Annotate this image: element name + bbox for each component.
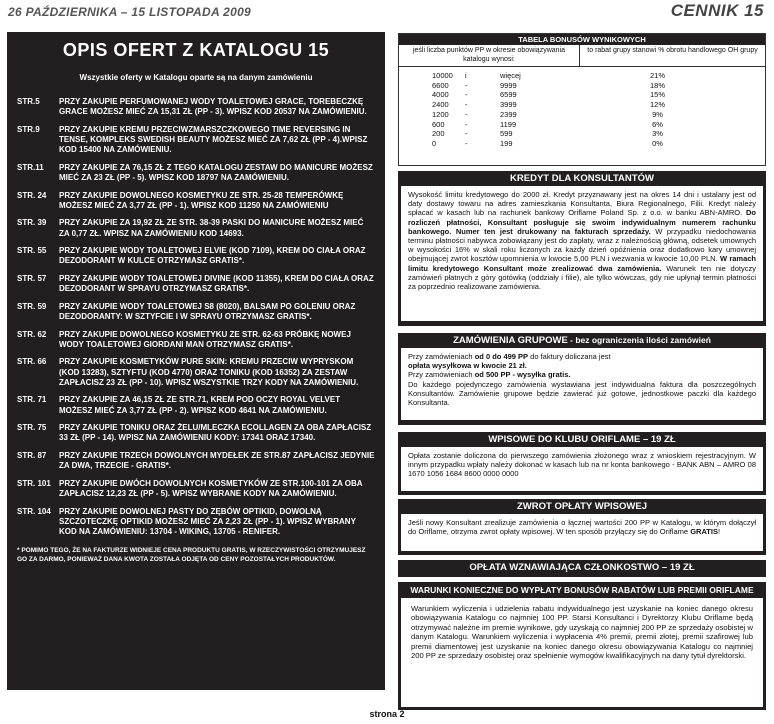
bonus-cell-pct: 21% bbox=[649, 71, 665, 80]
group-orders-title bbox=[398, 333, 766, 348]
offer-item bbox=[17, 423, 375, 443]
bonus-conditions-text: Warunkiem wyliczenia i udzielenia rabatu indywidualnego jest uzyskanie na koniec danego okresu obowiązywania Katalogu co najmniej 100 PP. Starsi Konsultanci i Dyrektorzy Klubu Oriflame będą otrzymywać należne im premie wynikowe, gdy uzyskają co najmniej 200 PP ze sprzedaży osobistej w danym Katalogu. Warunkiem wyliczenia i wypłacenia 4% premii, premii złotej, premii szafirowej lub premii diamentowej jest uzyskanie na koniec danego okresu obowiązywania Katalogu co najmniej 200 PP ze sprzedaży osobistej oraz spełnienie wymogów kwalifikacyjnych na dany tytuł dyrektorski. bbox=[401, 598, 763, 707]
bonus-cell-sep: - bbox=[465, 129, 468, 139]
offers-footnote: * POMIMO TEGO, ŻE NA FAKTURZE WIDNIEJE CENA PRODUKTU GRATIS, W RZECZYWISTOŚCI OTRZYMUJESZ GO ZA DARMO, PONIEWAŻ DANA KWOTA ZOSTAŁA ODJĘTA OD CENY POZOSTAŁYCH PRODUKTÓW. bbox=[17, 547, 366, 563]
bonus-row bbox=[399, 129, 765, 139]
offer-page: STR.11 bbox=[17, 162, 44, 172]
renewal-fee-section bbox=[398, 560, 766, 577]
bonus-cell-to: 2399 bbox=[500, 109, 517, 119]
bonus-cell-pct: 12% bbox=[649, 100, 665, 110]
offer-page: STR. 66 bbox=[17, 357, 47, 367]
offer-item bbox=[17, 395, 375, 415]
bonus-cell-from: 4000 bbox=[432, 90, 449, 100]
offer-text: PRZY ZAKUPIE ZA 46,15 ZŁ ZE STR.71, KREM POD OCZY ROYAL VELVET MOŻESZ MIEĆ ZA 3,77 ZŁ (PP - 2). WPISZ KOD 4641 NA ZAMÓWIENIU. bbox=[59, 395, 341, 415]
offer-page: STR. 101 bbox=[17, 478, 51, 488]
offer-text: PRZY ZAKUPIE DOWOLNEGO KOSMETYKU ZE STR. 62-63 PRÓBKĘ NOWEJ WODY TOALETOWEJ GIORDANI MAN OTRZYMASZ GRATIS*. bbox=[59, 329, 351, 349]
bonus-cell-to: 199 bbox=[500, 138, 513, 148]
bonus-cell-sep: - bbox=[465, 119, 468, 129]
offer-item bbox=[17, 302, 375, 322]
go-line1a: Przy zamówieniach bbox=[408, 352, 475, 361]
go-line3b: od 500 PP - wysyłka gratis. bbox=[474, 370, 571, 380]
bonus-cell-from: 10000 bbox=[432, 71, 453, 80]
bonus-cell-from: 6600 bbox=[432, 80, 449, 90]
offers-title: OPIS OFERT Z KATALOGU 15 bbox=[62, 40, 330, 60]
go-line1b: od 0 do 499 PP bbox=[474, 352, 529, 361]
bonus-cell-sep: - bbox=[465, 109, 468, 119]
offer-item bbox=[17, 507, 375, 538]
bonus-row bbox=[399, 139, 765, 149]
bonus-row bbox=[399, 100, 765, 110]
bonus-cell-sep: - bbox=[465, 100, 468, 110]
credit-text-1: Wysokość limitu kredytowego do 2000 zł. Kredyt przyznawany jest na okres 14 dni i ustalany jest od daty dostawy towaru na adres zamieszkania Konsultanta, Biura Regionalnego, Filii. Kredyt należy spłacać w kasach lub na rachunek bankowy Oriflame Poland Sp. z o.o. w banku ABN-AMRO. bbox=[408, 190, 756, 218]
offer-item bbox=[17, 97, 375, 117]
bonus-row bbox=[399, 71, 765, 81]
bonus-row bbox=[399, 120, 765, 130]
offers-list bbox=[17, 97, 375, 537]
entry-fee-text: Opłata zostanie doliczona do pierwszego zamówienia złożonego wraz z wnioskiem rejestracyjnym. W innym przypadku wpłaty należy dokonać w kasach lub na nr konta bankowego - BANK ABN – AMRO 08 1670 1056 1684 8600 0000 0000 bbox=[401, 447, 763, 491]
offer-page: STR.9 bbox=[17, 124, 40, 134]
offer-item bbox=[17, 163, 375, 183]
offer-page: STR. 24 bbox=[17, 190, 47, 200]
offer-text: PRZY ZAKUPIE WODY TOALETOWEJ S8 (8020), BALSAM PO GOLENIU ORAZ DEZODORANTY: W SZTYFCIE I W SPRAYU OTRZYMASZ GRATIS*. bbox=[59, 301, 356, 321]
offer-text: PRZY ZAKUPIE WODY TOALETOWEJ ELVIE (KOD 7109), KREM DO CIAŁA ORAZ DEZODORANT W KULCE OTRZYMASZ GRATIS*. bbox=[59, 246, 366, 266]
offer-page: STR. 55 bbox=[17, 246, 47, 256]
bonus-conditions-section bbox=[398, 582, 766, 710]
bonus-cell-from: 200 bbox=[432, 129, 445, 139]
offer-page: STR. 62 bbox=[17, 329, 47, 339]
offers-subtitle: Wszystkie oferty w Katalogu oparte są na danym zamówieniu bbox=[79, 73, 313, 82]
bonus-cell-sep: - bbox=[465, 138, 468, 148]
offer-page: STR. 71 bbox=[17, 395, 47, 405]
credit-text-3: Warunek ten nie dotyczy zamówień płatnych z góry gotówką (oddziały i filie), ale tylko wówczas, gdy nie upłynął termin płatności za poprzednio realizowane zamówienia. bbox=[408, 263, 756, 292]
offer-item bbox=[17, 218, 375, 238]
bonus-cell-to: 599 bbox=[500, 129, 513, 139]
bonus-col-rebate: to rabat grupy stanowi % obrotu handlowego OH grupy bbox=[587, 47, 758, 54]
renewal-fee-title: OPŁATA WZNAWIAJĄCA CZŁONKOSTWO – 19 ZŁ bbox=[398, 560, 766, 575]
bonus-cell-to: 9999 bbox=[500, 80, 517, 90]
offer-text: PRZY ZAKUPIE KREMU PRZECIWZMARSZCZKOWEGO TIME REVERSING IN TENSE, KOMPLEKS SWEDISH BEAUTY MOŻESZ MIEĆ ZA 7,62 ZŁ (PP - 4).WPISZ KOD 15400 NA ZAMÓWIENIU. bbox=[59, 124, 368, 155]
offer-item bbox=[17, 191, 375, 211]
offer-page: STR.5 bbox=[17, 97, 40, 106]
offer-item bbox=[17, 125, 375, 156]
bonus-cell-pct: 0% bbox=[652, 138, 663, 148]
group-orders-section bbox=[398, 333, 766, 425]
credit-text-2-bold: W ramach limitu kredytowego Konsultant może zrealizować dwa zamówienia. bbox=[408, 254, 756, 273]
offer-item bbox=[17, 330, 375, 350]
bonus-cell-from: 0 bbox=[432, 138, 437, 148]
bonus-cell-to: 3999 bbox=[500, 100, 517, 110]
offer-text: PRZY ZAKUPIE ZA 19,92 ZŁ ZE STR. 38-39 PASKI DO MANICURE MOŻESZ MIEĆ ZA 0,77 ZŁ. WPISZ NA ZAMÓWIENIU KOD 14693. bbox=[59, 218, 364, 238]
go-line3a: Przy zamówieniach bbox=[408, 370, 475, 380]
bonus-cell-pct: 3% bbox=[652, 129, 663, 139]
bonus-cell-to: 1199 bbox=[500, 119, 517, 129]
group-orders-text bbox=[401, 348, 763, 420]
offer-item bbox=[17, 357, 375, 388]
credit-text-1-bold: Do rozliczeń płatności, Konsultant posługuje się swoim indywidualnym numerem rachunku bankowego. Numer ten jest drukowany na fakturach sprzedaży. bbox=[408, 208, 757, 236]
fee-refund-title: ZWROT OPŁATY WPISOWEJ bbox=[398, 499, 766, 514]
bonus-table-title: TABELA BONUSÓW WYNIKOWYCH bbox=[399, 34, 765, 45]
bonus-cell-sep: - bbox=[465, 90, 468, 100]
credit-section bbox=[398, 171, 766, 326]
fee-refund-section bbox=[398, 499, 766, 555]
offer-page: STR. 57 bbox=[17, 273, 47, 283]
offer-item bbox=[17, 246, 375, 266]
bonus-conditions-title: WARUNKI KONIECZNE DO WYPŁATY BONUSÓW RABATÓW LUB PREMII ORIFLAME bbox=[398, 582, 766, 598]
offers-panel bbox=[7, 32, 385, 690]
offer-item bbox=[17, 479, 375, 499]
offer-item bbox=[17, 451, 375, 471]
bonus-cell-from: 600 bbox=[432, 119, 445, 129]
bonus-row bbox=[399, 81, 765, 91]
bonus-cell-sep: i bbox=[465, 71, 467, 80]
date-range: 26 PAŹDZIERNIKA – 15 LISTOPADA 2009 bbox=[8, 5, 252, 19]
entry-fee-title: WPISOWE DO KLUBU ORIFLAME – 19 ZŁ bbox=[398, 432, 766, 447]
offer-text: PRZY ZAKUPIE WODY TOALETOWEJ DIVINE (KOD 11355), KREM DO CIAŁA ORAZ DEZODORANT W SPRAYU OTRZYMASZ GRATIS*. bbox=[59, 273, 374, 294]
offer-text: PRZY ZAKUPIE TRZECH DOWOLNYCH MYDEŁEK ZE STR.87 ZAPŁACISZ JEDYNIE ZA DWA, TRZECIE - GRATIS*. bbox=[59, 450, 375, 471]
offer-text: PRZY ZAKUPIE DWÓCH DOWOLNYCH KOSMETYKÓW ZE STR.100-101 ZA OBA ZAPŁACISZ 12,23 ZŁ (PP - 5). WPISZ WYBRANE KODY NA ZAMÓWIENIU. bbox=[59, 478, 363, 498]
bonus-cell-from: 1200 bbox=[432, 109, 449, 119]
bonus-cell-to: więcej bbox=[500, 71, 521, 80]
offer-item bbox=[17, 274, 375, 294]
bonus-cell-pct: 9% bbox=[652, 109, 663, 119]
fee-refund-text-main: Jeśli nowy Konsultant zrealizuje zamówienia o łącznej wartości 200 PP w Katalogu, w którym dołączył do Oriflame, otrzyma zwrot opłaty wpisowej. W ten sposób przyłączy się do Oriflame bbox=[408, 518, 756, 537]
offer-page: STR. 87 bbox=[17, 450, 47, 460]
offer-text: PRZY ZAKUPIE DOWOLNEJ PASTY DO ZĘBÓW OPTIKID, DOWOLNĄ SZCZOTECZKĘ OPTIKID MOŻESZ MIEĆ ZA 2,23 ZŁ (PP - 1). WPISZ WYBRANY KOD NA ZAMÓWIENIU: 13704 - WIKING, 13705 - RENIFER. bbox=[59, 506, 356, 536]
offer-text: PRZY ZAKUPIE PERFUMOWANEJ WODY TOALETOWEJ GRACE, TOREBECZKĘ GRACE MOŻESZ MIEĆ ZA 15,31 ZŁ (PP - 3). WPISZ KOD 20537 NA ZAMÓWIENIU. bbox=[59, 97, 367, 117]
bonus-cell-from: 2400 bbox=[432, 100, 449, 110]
bonus-row bbox=[399, 90, 765, 100]
offer-page: STR. 39 bbox=[17, 218, 47, 228]
bonus-table bbox=[398, 33, 766, 166]
credit-text-2: W przypadku niedochowania terminu płatności nabywca zobowiązany jest do zapłaty, wraz z należnością główną, odsetek umownych w wysokości 16% w skali roku liczonych za każdy dzień opóźnienia oraz dodatkowo kary umownej obejmującej zwrot kosztów upomnienia w kwocie 5,00 PLN i wezwania w kwocie 10,00 PLN. bbox=[408, 226, 756, 264]
go-line1c: do faktury doliczana jest bbox=[528, 352, 611, 361]
offer-text: PRZY ZAKUPIE KOSMETYKÓW PURE SKIN: KREMU PRZECIW WYPRYSKOM (KOD 13283), SZTYFTU (KOD 4770) ORAZ TONIKU (KOD 16352) ZA ZESTAW ZAPŁACISZ 23 ZŁ (PP - 10). WPISZ WSZYSTKIE TRZY KODY NA ZAMÓWIENIU. bbox=[59, 357, 359, 387]
bonus-table-rows bbox=[399, 67, 765, 149]
group-orders-title-suffix: - bez ograniczenia ilości zamówień bbox=[567, 335, 711, 345]
fee-refund-text-end: ! bbox=[717, 527, 721, 537]
credit-title: KREDYT DLA KONSULTANTÓW bbox=[398, 171, 766, 186]
credit-text bbox=[401, 186, 763, 321]
entry-fee-section bbox=[398, 432, 766, 495]
offer-page: STR. 59 bbox=[17, 301, 47, 311]
bonus-col-points: jeśli liczba punktów PP w okresie obowiązywania katalogu wynosi: bbox=[399, 45, 580, 66]
offer-text: PRZY ZAKUPIE DOWOLNEGO KOSMETYKU ZE STR. 25-28 TEMPERÓWKĘ MOŻESZ MIEĆ ZA 3,77 ZŁ (PP - 1). WPISZ KOD 11250 NA ZAMÓWIENIU bbox=[59, 190, 344, 210]
offer-page: STR. 75 bbox=[17, 423, 47, 433]
fee-refund-text bbox=[401, 514, 763, 551]
offer-page: STR. 104 bbox=[17, 506, 51, 516]
bonus-table-header bbox=[399, 45, 765, 67]
offer-text: PRZY ZAKUPIE TONIKU ORAZ ŻELU/MLECZKA ECOLLAGEN ZA OBA ZAPŁACISZ 33 ZŁ (PP - 14). WPISZ NA ZAMÓWIENIU KODY: 17341 ORAZ 17340. bbox=[59, 423, 372, 443]
bonus-cell-pct: 6% bbox=[652, 119, 663, 129]
bonus-cell-pct: 15% bbox=[649, 90, 665, 100]
bonus-cell-sep: - bbox=[465, 80, 468, 90]
offer-text: PRZY ZAKUPIE ZA 76,15 ZŁ Z TEGO KATALOGU ZESTAW DO MANICURE MOŻESZ MIEĆ ZA 23 ZŁ (PP - 5). WPISZ KOD 18797 NA ZAMÓWIENIU. bbox=[59, 162, 373, 182]
group-orders-title-main: ZAMÓWIENIA GRUPOWE bbox=[453, 335, 568, 346]
go-line4: Do każdego pojedynczego zamówienia wystawiana jest indywidualna faktura dla poszczególnych Konsultantów. Zamówienie grupowe będzie zawierać już gotowe, jednostkowe paczki dla każdego Konsultanta. bbox=[408, 379, 756, 408]
bonus-cell-pct: 18% bbox=[649, 80, 665, 90]
page-title: CENNIK 15 bbox=[670, 1, 764, 20]
page-number: strona 2 bbox=[369, 709, 405, 719]
go-line2: opłata wysyłkowa w kwocie 21 zł. bbox=[408, 361, 527, 371]
bonus-cell-to: 6599 bbox=[500, 90, 517, 100]
bonus-row bbox=[399, 110, 765, 120]
fee-refund-text-bold: GRATIS bbox=[690, 527, 718, 537]
